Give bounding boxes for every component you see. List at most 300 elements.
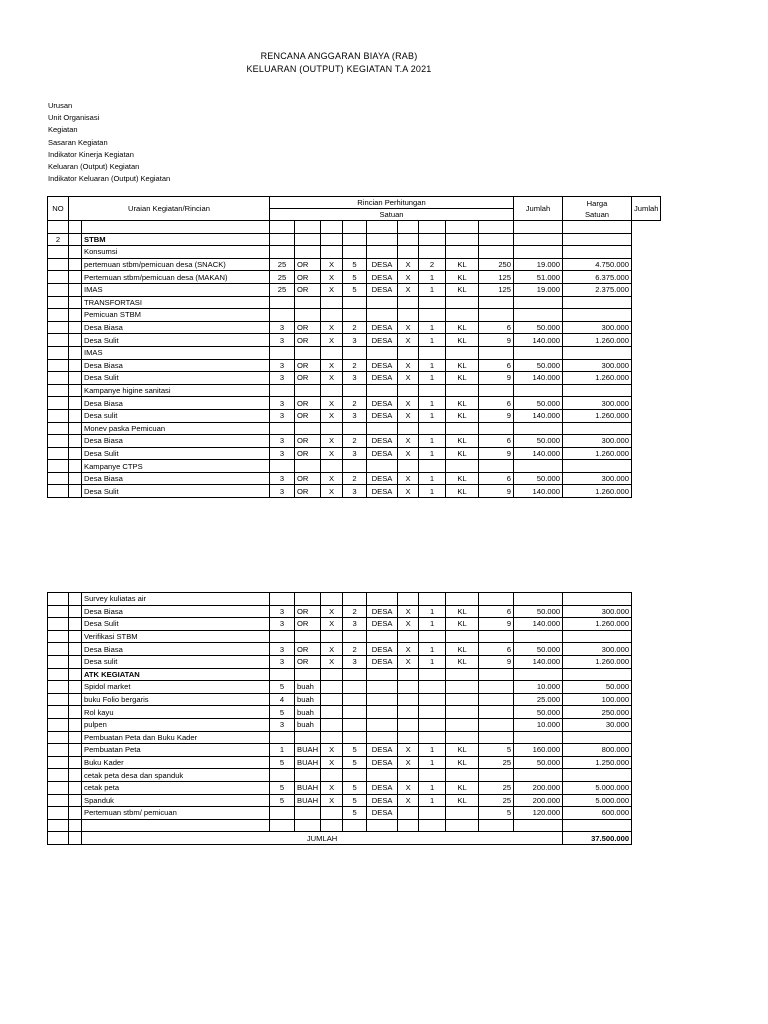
row-unit-2: DESA [367,485,398,498]
row-harga [514,668,563,681]
row-qty-3 [419,681,446,694]
row-no [48,593,69,606]
row-times-1 [321,630,343,643]
row-no [48,718,69,731]
row-qty-1 [270,668,295,681]
row-unit-2: DESA [367,271,398,284]
row-no [48,334,69,347]
row-spacer [69,781,82,794]
row-unit-3: KL [446,283,479,296]
table-row [48,668,632,681]
table-row [48,655,632,668]
row-unit-1 [295,246,321,259]
row-times-1: X [321,271,343,284]
row-unit-1: OR [295,409,321,422]
row-uraian: Desa Biasa [82,435,270,448]
row-times-2 [398,807,419,820]
row-qty-2: 5 [343,756,367,769]
table-1-body [48,233,661,497]
row-qty-3: 1 [419,744,446,757]
row-unit-1: BUAH [295,756,321,769]
row-unit-3 [446,593,479,606]
row-qty-3: 1 [419,472,446,485]
row-qty-2 [343,233,367,246]
row-uraian: Spanduk [82,794,270,807]
row-qty-2: 2 [343,472,367,485]
table-row [48,422,661,435]
row-unit-3 [446,807,479,820]
row-times-2 [398,769,419,782]
row-jumlah-qty: 9 [479,409,514,422]
table-row [48,346,661,359]
row-times-1: X [321,321,343,334]
row-no [48,346,69,359]
row-spacer [69,435,82,448]
row-unit-2: DESA [367,283,398,296]
row-qty-2: 3 [343,409,367,422]
row-no [48,321,69,334]
table-row [48,233,661,246]
row-jumlah: 1.260.000 [563,334,632,347]
row-times-2 [398,460,419,473]
row-times-1 [321,460,343,473]
row-uraian: Desa Sulit [82,334,270,347]
row-no [48,435,69,448]
row-jumlah [563,460,632,473]
row-unit-1 [295,731,321,744]
row-qty-2: 5 [343,744,367,757]
row-harga: 140.000 [514,485,563,498]
row-jumlah: 2.375.000 [563,283,632,296]
row-jumlah: 300.000 [563,643,632,656]
row-qty-3 [419,422,446,435]
row-qty-1: 3 [270,409,295,422]
row-harga: 25.000 [514,693,563,706]
row-unit-3: KL [446,472,479,485]
row-spacer [69,693,82,706]
table-row [48,309,661,322]
row-qty-2 [343,731,367,744]
row-qty-1 [270,769,295,782]
row-unit-3 [446,630,479,643]
row-unit-3 [446,296,479,309]
row-unit-3: KL [446,643,479,656]
row-uraian: Pembuatan Peta [82,744,270,757]
row-qty-2 [343,246,367,259]
row-qty-2 [343,718,367,731]
blank-row [48,819,632,832]
row-unit-3: KL [446,447,479,460]
row-times-2: X [398,485,419,498]
table-row [48,397,661,410]
row-no [48,605,69,618]
row-no [48,756,69,769]
row-no [48,781,69,794]
table-row [48,744,632,757]
row-harga: 140.000 [514,372,563,385]
row-spacer [69,397,82,410]
row-times-1: X [321,655,343,668]
table-row [48,334,661,347]
row-times-2 [398,384,419,397]
table-row [48,258,661,271]
row-no [48,384,69,397]
row-qty-1: 3 [270,435,295,448]
row-times-1: X [321,258,343,271]
row-unit-1: OR [295,258,321,271]
row-jumlah: 1.260.000 [563,372,632,385]
table-row [48,630,632,643]
row-uraian: pulpen [82,718,270,731]
row-qty-1: 3 [270,321,295,334]
row-qty-3 [419,296,446,309]
row-qty-2: 3 [343,372,367,385]
row-jumlah-qty [479,706,514,719]
row-qty-2: 5 [343,807,367,820]
row-times-1 [321,807,343,820]
table-row [48,384,661,397]
row-qty-3: 1 [419,485,446,498]
row-qty-1 [270,422,295,435]
header-harga-satuan [563,197,632,221]
row-no [48,422,69,435]
row-spacer [69,359,82,372]
row-unit-1: buah [295,706,321,719]
table-row [48,246,661,259]
row-no [48,397,69,410]
row-no [48,283,69,296]
row-times-1 [321,731,343,744]
row-qty-1 [270,346,295,359]
row-no [48,472,69,485]
row-qty-1 [270,309,295,322]
row-qty-2 [343,593,367,606]
row-spacer [69,409,82,422]
row-jumlah [563,593,632,606]
row-qty-2: 2 [343,397,367,410]
row-jumlah-qty: 9 [479,447,514,460]
table-row [48,643,632,656]
row-jumlah: 300.000 [563,397,632,410]
row-uraian: Desa Sulit [82,447,270,460]
row-times-1: X [321,605,343,618]
header-harga-satuan-label: Satuan [584,209,610,219]
row-harga: 200.000 [514,794,563,807]
row-harga: 200.000 [514,781,563,794]
row-unit-1 [295,384,321,397]
row-harga [514,630,563,643]
row-qty-1 [270,593,295,606]
row-harga: 140.000 [514,334,563,347]
table-row [48,769,632,782]
row-unit-2: DESA [367,794,398,807]
row-qty-3 [419,706,446,719]
row-times-2: X [398,409,419,422]
row-uraian: Survey kuliatas air [82,593,270,606]
row-spacer [69,346,82,359]
row-uraian: cetak peta [82,781,270,794]
row-qty-3 [419,593,446,606]
row-qty-3 [419,346,446,359]
row-harga: 50.000 [514,472,563,485]
row-jumlah [563,296,632,309]
row-spacer [69,258,82,271]
row-unit-3 [446,460,479,473]
row-times-1: X [321,359,343,372]
row-unit-2: DESA [367,618,398,631]
row-qty-1: 5 [270,706,295,719]
row-harga: 120.000 [514,807,563,820]
row-jumlah-qty: 9 [479,618,514,631]
row-jumlah: 100.000 [563,693,632,706]
table-row [48,756,632,769]
table-row [48,718,632,731]
row-harga [514,422,563,435]
row-unit-1: BUAH [295,781,321,794]
row-harga: 19.000 [514,258,563,271]
row-qty-3 [419,384,446,397]
row-unit-1: OR [295,643,321,656]
row-unit-1: OR [295,372,321,385]
row-unit-1: OR [295,485,321,498]
row-no [48,309,69,322]
row-unit-3: KL [446,409,479,422]
row-times-2: X [398,794,419,807]
row-unit-2 [367,296,398,309]
row-times-1 [321,718,343,731]
row-jumlah: 1.260.000 [563,655,632,668]
row-spacer [69,384,82,397]
row-uraian: Desa sulit [82,655,270,668]
row-no [48,485,69,498]
row-qty-2: 5 [343,781,367,794]
row-uraian: Kampanye higine sanitasi [82,384,270,397]
row-unit-3 [446,384,479,397]
row-jumlah-qty: 5 [479,807,514,820]
row-unit-2: DESA [367,334,398,347]
row-qty-1: 5 [270,756,295,769]
row-qty-1: 4 [270,693,295,706]
row-times-1 [321,693,343,706]
row-jumlah: 800.000 [563,744,632,757]
row-jumlah-qty: 6 [479,605,514,618]
row-times-2: X [398,618,419,631]
table-header-row [48,197,661,209]
row-spacer [69,246,82,259]
row-jumlah: 300.000 [563,605,632,618]
row-qty-1: 5 [270,794,295,807]
table-row [48,472,661,485]
row-unit-3 [446,718,479,731]
row-qty-2: 5 [343,794,367,807]
meta-indikator-keluaran: Indikator Keluaran (Output) Kegiatan [48,174,171,184]
meta-urusan: Urusan [48,101,73,110]
table-row [48,706,632,719]
row-jumlah: 250.000 [563,706,632,719]
rab-table-1 [47,196,661,498]
row-unit-3: KL [446,435,479,448]
row-qty-1: 3 [270,718,295,731]
row-uraian: Buku Kader [82,756,270,769]
row-jumlah-qty: 6 [479,359,514,372]
table-row [48,296,661,309]
row-uraian: Kampanye CTPS [82,460,270,473]
row-qty-2: 3 [343,655,367,668]
row-uraian: Desa Biasa [82,605,270,618]
row-no [48,372,69,385]
row-times-1: X [321,756,343,769]
row-spacer [69,618,82,631]
row-unit-2 [367,309,398,322]
row-no [48,706,69,719]
row-qty-2 [343,346,367,359]
row-qty-2: 3 [343,334,367,347]
row-unit-2 [367,681,398,694]
row-qty-3: 1 [419,359,446,372]
row-jumlah [563,668,632,681]
row-jumlah [563,309,632,322]
row-qty-1 [270,807,295,820]
row-qty-1: 3 [270,485,295,498]
row-qty-2 [343,706,367,719]
meta-sasaran: Sasaran Kegiatan [48,137,108,147]
row-jumlah [563,422,632,435]
row-times-2 [398,309,419,322]
row-jumlah-qty: 125 [479,283,514,296]
row-qty-2: 2 [343,643,367,656]
row-unit-1: buah [295,693,321,706]
row-unit-3: KL [446,618,479,631]
table-row [48,435,661,448]
row-unit-2 [367,706,398,719]
row-no [48,296,69,309]
row-jumlah-qty [479,668,514,681]
row-spacer [69,605,82,618]
row-no [48,447,69,460]
row-times-1: X [321,618,343,631]
row-times-2 [398,233,419,246]
row-qty-2: 2 [343,359,367,372]
row-spacer [69,794,82,807]
row-unit-1: BUAH [295,744,321,757]
row-qty-1: 5 [270,781,295,794]
row-harga [514,309,563,322]
row-uraian: Konsumsi [82,246,270,259]
row-spacer [69,472,82,485]
row-no [48,460,69,473]
row-unit-2 [367,630,398,643]
row-qty-2 [343,693,367,706]
row-jumlah: 300.000 [563,359,632,372]
row-times-1 [321,309,343,322]
row-qty-3: 1 [419,397,446,410]
row-unit-1 [295,460,321,473]
row-spacer [69,706,82,719]
row-uraian: Desa Biasa [82,643,270,656]
row-times-2 [398,593,419,606]
row-harga: 50.000 [514,359,563,372]
row-uraian: Pemicuan STBM [82,309,270,322]
row-times-2: X [398,447,419,460]
row-unit-2: DESA [367,258,398,271]
row-jumlah: 300.000 [563,321,632,334]
row-qty-2 [343,681,367,694]
row-no [48,409,69,422]
row-harga: 140.000 [514,618,563,631]
table-row [48,794,632,807]
row-unit-3: KL [446,485,479,498]
row-times-1 [321,593,343,606]
table-2-body [48,593,632,820]
row-qty-1: 3 [270,359,295,372]
total-value: 37.500.000 [563,832,632,845]
row-unit-2: DESA [367,359,398,372]
table-row [48,807,632,820]
row-no [48,246,69,259]
row-jumlah [563,630,632,643]
table-row [48,693,632,706]
row-qty-1: 3 [270,472,295,485]
row-spacer [69,296,82,309]
row-spacer [69,447,82,460]
row-unit-1 [295,296,321,309]
total-label: JUMLAH [82,832,563,845]
row-qty-2 [343,460,367,473]
row-qty-3 [419,233,446,246]
row-qty-3 [419,460,446,473]
row-no [48,668,69,681]
row-unit-3: KL [446,605,479,618]
row-unit-3 [446,346,479,359]
row-jumlah [563,384,632,397]
meta-indikator-kinerja: Indikator Kinerja Kegiatan [48,149,134,159]
row-times-2: X [398,472,419,485]
row-unit-2: DESA [367,756,398,769]
row-qty-1: 3 [270,397,295,410]
row-spacer [69,681,82,694]
row-jumlah-qty: 5 [479,744,514,757]
row-uraian: Rol kayu [82,706,270,719]
row-times-2 [398,296,419,309]
row-unit-1: OR [295,618,321,631]
row-times-1: X [321,643,343,656]
row-times-2 [398,731,419,744]
table-row [48,283,661,296]
row-jumlah-qty: 25 [479,756,514,769]
row-unit-3 [446,706,479,719]
row-qty-3: 1 [419,372,446,385]
row-times-1 [321,296,343,309]
header-satuan: Satuan [270,209,514,221]
row-harga [514,769,563,782]
row-harga [514,346,563,359]
row-qty-3 [419,769,446,782]
row-qty-2: 3 [343,447,367,460]
row-unit-2: DESA [367,744,398,757]
row-unit-3 [446,422,479,435]
row-qty-3: 1 [419,334,446,347]
row-jumlah-qty [479,718,514,731]
row-qty-2: 5 [343,258,367,271]
row-unit-3 [446,233,479,246]
header-jumlah: Jumlah [632,197,661,221]
row-unit-3: KL [446,359,479,372]
row-times-1 [321,706,343,719]
row-jumlah [563,233,632,246]
row-times-1: X [321,794,343,807]
row-spacer [69,485,82,498]
row-times-1 [321,384,343,397]
